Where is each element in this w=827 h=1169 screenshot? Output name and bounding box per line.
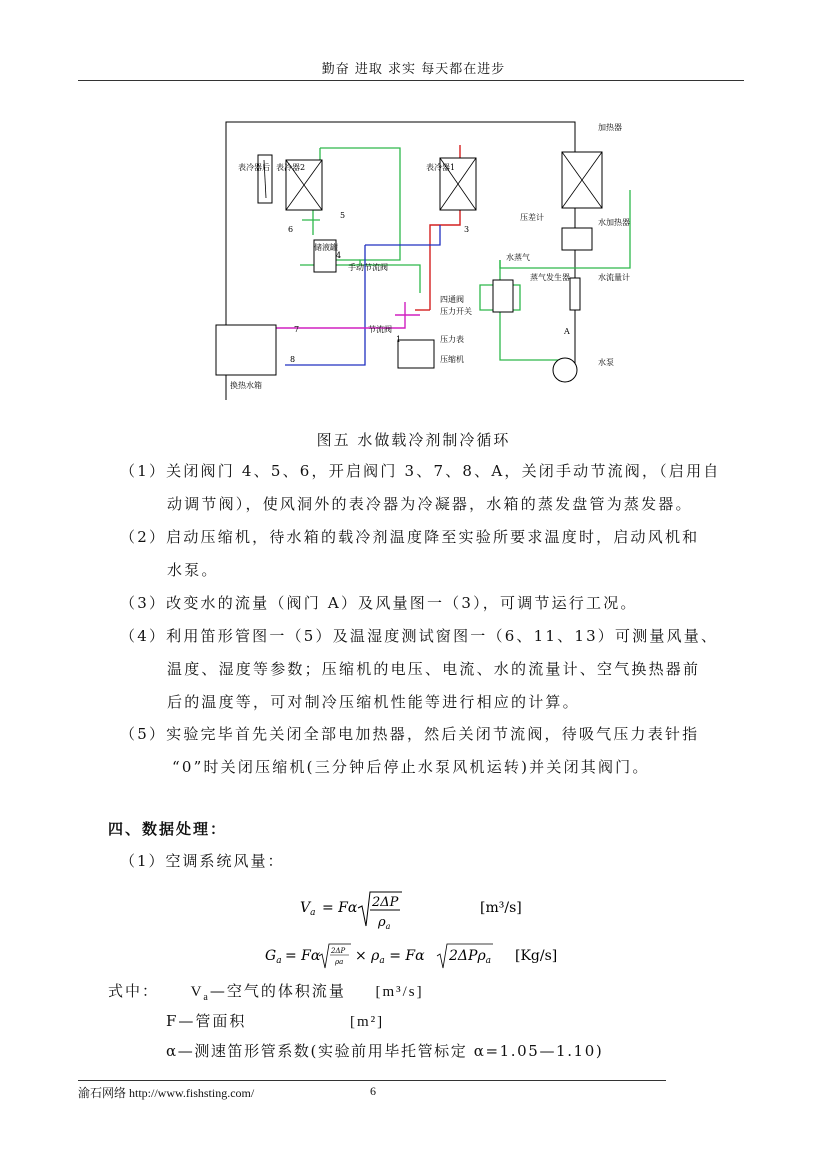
step-5-line-2: “0”时关闭压缩机(三分钟后停止水泵风机运转)并关闭其阀门。 bbox=[172, 758, 650, 776]
va-symbol: $V_a$ bbox=[300, 900, 316, 918]
ga-lhs: $G_a$ bbox=[265, 948, 282, 966]
step-2-line-2: 水泵。 bbox=[167, 561, 219, 579]
step-2-line-1: （2）启动压缩机，待水箱的载冷剂温度降至实验所要求温度时，启动风机和 bbox=[120, 528, 700, 546]
label-n7: 7 bbox=[294, 325, 300, 334]
label-nA: A bbox=[564, 327, 570, 336]
step-1-line-1: （1）关闭阀门 4、5、6，开启阀门 3、7、8、A，关闭手动节流阀，（启用自 bbox=[120, 462, 721, 480]
step-1 bbox=[120, 455, 760, 521]
step-4 bbox=[120, 620, 760, 719]
diagram-svg bbox=[190, 110, 650, 415]
label-reservoir: 储液罐 bbox=[314, 243, 338, 252]
label-compressor: 压缩机 bbox=[440, 355, 464, 364]
va-unit: [m³/s] bbox=[480, 900, 522, 916]
label-heat-tank: 换热水箱 bbox=[230, 381, 262, 390]
def-va-desc: —空气的体积流量 bbox=[209, 982, 346, 1000]
label-n1: 1 bbox=[396, 335, 402, 344]
def-f: F—管面积 bbox=[166, 1012, 247, 1030]
label-pressure-gauge: 压力表 bbox=[440, 335, 464, 344]
ga-unit: [Kg/s] bbox=[515, 948, 558, 964]
label-manual-valve: 手动节流阀 bbox=[348, 263, 388, 272]
va-rhs: = Fα bbox=[322, 900, 358, 916]
ga-mid: × $\rho_a = F\alpha$ bbox=[355, 948, 425, 966]
label-n8: 8 bbox=[290, 355, 296, 364]
ga-num: 2ΔP bbox=[331, 947, 346, 955]
definitions bbox=[108, 980, 748, 1070]
ga-den: ρa bbox=[335, 958, 344, 966]
step-2 bbox=[120, 521, 760, 587]
formula-ga-svg bbox=[265, 940, 585, 972]
label-cooler2: 表冷器2 bbox=[276, 163, 306, 172]
label-n4: 4 bbox=[336, 251, 342, 260]
page-header: 勤奋 进取 求实 每天都在进步 bbox=[321, 62, 506, 77]
def-f-unit: [m²] bbox=[349, 1014, 385, 1030]
step-4-line-1: （4）利用笛形管图一（5）及温湿度测试窗图一（6、11、13）可测量风量、 bbox=[120, 627, 719, 645]
label-n3: 3 bbox=[464, 225, 470, 234]
label-pump: 水泵 bbox=[598, 358, 614, 367]
numerator: 2ΔP bbox=[372, 895, 399, 910]
figure-caption: 图五 水做载冷剂制冷循环 bbox=[316, 431, 511, 449]
step-5-line-1: （5）实验完毕首先关闭全部电加热器，然后关闭节流阀，待吸气压力表针指 bbox=[120, 725, 700, 743]
ga-eq1: = Fα bbox=[285, 948, 321, 964]
subsection-title: （1）空调系统风量： bbox=[120, 852, 285, 870]
def-va-symbol: $V_a$ bbox=[190, 984, 210, 1003]
pump-symbol bbox=[553, 358, 577, 382]
label-steam: 水蒸气 bbox=[506, 253, 530, 262]
step-5 bbox=[120, 718, 760, 784]
step-4-line-3: 后的温度等，可对制冷压缩机性能等进行相应的计算。 bbox=[167, 693, 580, 711]
refrigeration-diagram bbox=[190, 110, 650, 415]
def-alpha: α—测速笛形管系数(实验前用毕托管标定 α=1.05—1.10) bbox=[166, 1042, 604, 1060]
label-heater: 加热器 bbox=[598, 123, 622, 132]
def-va-row bbox=[108, 980, 748, 1010]
page-number: 6 bbox=[370, 1084, 376, 1098]
label-n5: 5 bbox=[340, 211, 346, 220]
def-alpha-row bbox=[108, 1040, 748, 1070]
label-four-way: 四通阀 bbox=[440, 295, 464, 304]
label-steam-gen: 蒸气发生器 bbox=[530, 273, 570, 282]
step-4-line-2: 温度、湿度等参数；压缩机的电压、电流、水的流量计、空气换热器前 bbox=[167, 660, 701, 678]
label-flowmeter: 水流量计 bbox=[598, 273, 630, 282]
formula-ga bbox=[265, 940, 585, 972]
label-throttle: 节流阀 bbox=[368, 325, 392, 334]
ga-end: 2ΔPρ$_a$ bbox=[449, 948, 492, 966]
formula-va bbox=[300, 890, 560, 940]
label-cooler-after: 表冷器后 bbox=[238, 163, 270, 172]
def-f-row bbox=[108, 1010, 748, 1040]
formula-va-svg bbox=[300, 890, 560, 940]
def-va-unit: [m³/s] bbox=[375, 984, 424, 1000]
label-cooler1: 表冷器1 bbox=[426, 163, 456, 172]
header-rule bbox=[78, 80, 744, 81]
compressor-box bbox=[398, 340, 434, 368]
label-water-heater: 水加热器 bbox=[598, 218, 630, 227]
step-3 bbox=[120, 587, 760, 620]
label-pressure-diff: 压差计 bbox=[520, 213, 544, 222]
label-n6: 6 bbox=[288, 225, 294, 234]
step-3-line-1: （3）改变水的流量（阀门 A）及风量图一（3），可调节运行工况。 bbox=[120, 594, 638, 612]
step-1-line-2: 动调节阀），使风洞外的表冷器为冷凝器，水箱的蒸发盘管为蒸发器。 bbox=[167, 495, 693, 513]
footer-text: 渝石网络 http://www.fishsting.com/ bbox=[78, 1086, 255, 1100]
denominator: $\rho_a$ bbox=[378, 915, 391, 931]
def-prefix: 式中： bbox=[108, 982, 160, 1000]
label-pressure-switch: 压力开关 bbox=[440, 307, 472, 316]
section-title: 四、数据处理： bbox=[108, 820, 228, 838]
footer-rule bbox=[78, 1080, 666, 1081]
